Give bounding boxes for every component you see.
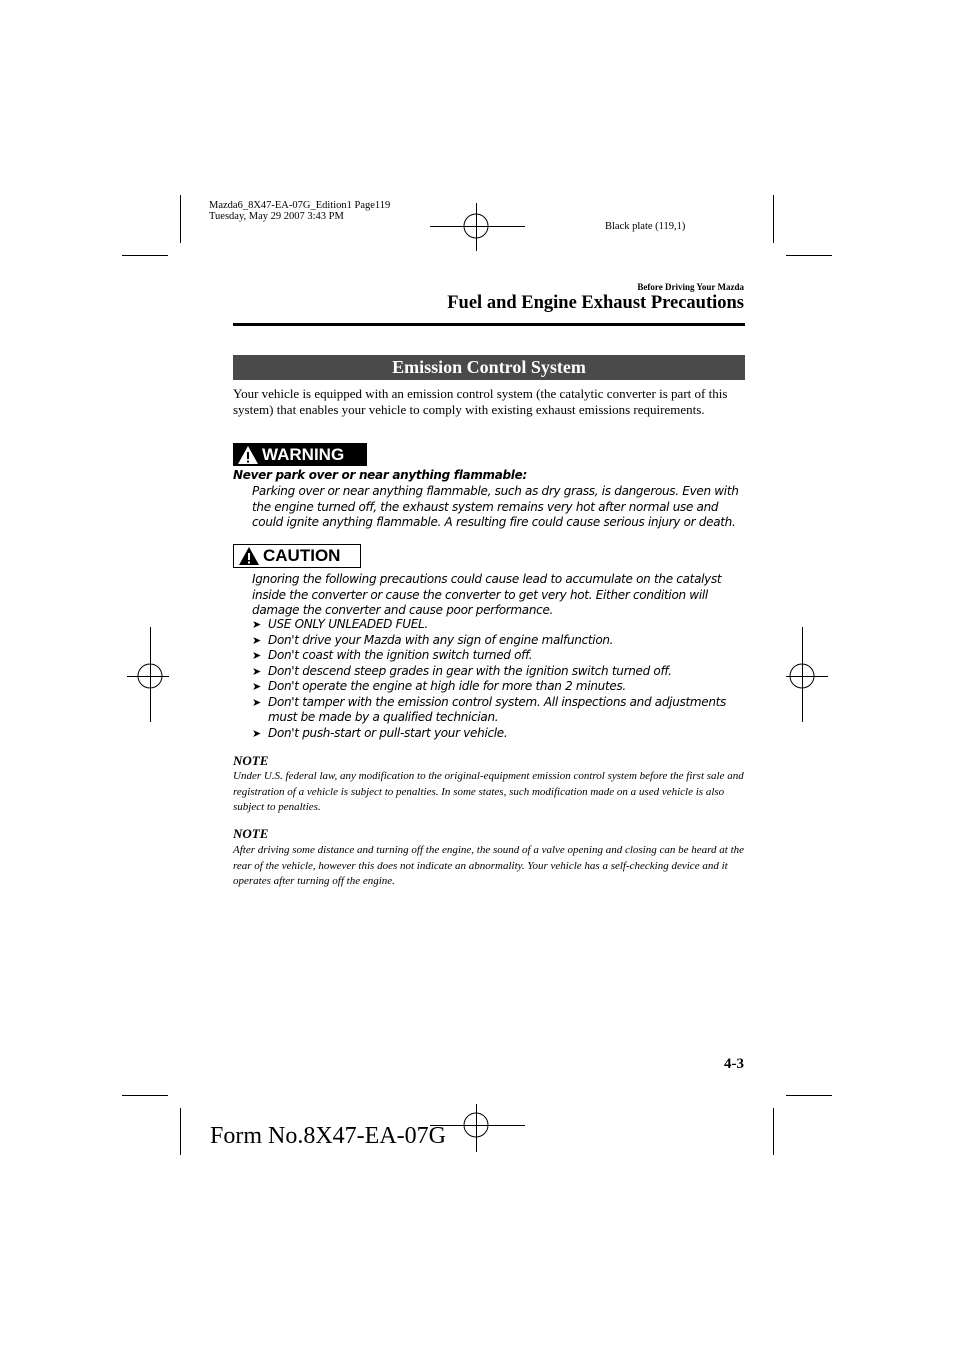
list-item: ➤ Don't tamper with the emission control system. All inspections and adjustments must be made by a qualified technician. [252, 694, 727, 724]
warning-body: Parking over or near anything flammable, such as dry grass, is dangerous. Even with the engine turned off, the exhaust system remains very hot after normal use and could ignite anything flammable. A resulting fire could cause serious injury or death. [252, 484, 739, 529]
arrow-bullet-icon: ➤ [252, 618, 261, 631]
list-item: ➤ Don't drive your Mazda with any sign of engine malfunction. [252, 632, 614, 647]
registration-circle-icon [462, 212, 490, 240]
list-item: ➤ Don't push-start or pull-start your vehicle. [252, 725, 508, 740]
warning-heading: Never park over or near anything flammable: [233, 468, 527, 482]
plate-label: Black plate (119,1) [605, 221, 686, 232]
registration-circle-icon [788, 662, 816, 690]
note-heading: NOTE [233, 753, 269, 768]
list-item: ➤ Don't operate the engine at high idle for more than 2 minutes. [252, 679, 626, 693]
arrow-bullet-icon: ➤ [252, 649, 261, 662]
arrow-bullet-icon: ➤ [252, 680, 261, 693]
note-heading: NOTE [233, 826, 269, 841]
caution-list [252, 617, 744, 741]
section-title: Fuel and Engine Exhaust Precautions [447, 293, 744, 313]
registration-circle-icon [136, 662, 164, 690]
caution-body: Ignoring the following precautions could cause lead to accumulate on the catalyst inside the converter or cause the converter to get very hot. Either condition will damage the converter and cause poor performance. [252, 572, 722, 617]
subsection-title: Emission Control System [233, 355, 745, 380]
arrow-bullet-icon: ➤ [252, 726, 261, 740]
slug-line-2: Tuesday, May 29 2007 3:43 PM [209, 211, 344, 222]
arrow-bullet-icon: ➤ [252, 695, 261, 709]
list-item: ➤ USE ONLY UNLEADED FUEL. [252, 617, 428, 631]
running-head: Before Driving Your Mazda [637, 282, 744, 292]
registration-circle-icon [462, 1111, 490, 1139]
note-text: Under U.S. federal law, any modification to the original-equipment emission control system before the first sale and registration of a vehicle is subject to penalties. In some states, such modification made on a used vehicle is also subject to penalties. [233, 770, 744, 813]
caution-label [233, 544, 361, 568]
note-text: After driving some distance and turning off the engine, the sound of a valve opening and closing can be heard at the rear of the vehicle, however this does not indicate an abnormality. Your vehicle has a self-checking device and it operates after turning off the engine. [233, 844, 745, 887]
list-item: ➤ Don't descend steep grades in gear with the ignition switch turned off. [252, 663, 672, 678]
title-rule [233, 323, 745, 326]
list-item: ➤ Don't coast with the ignition switch turned off. [252, 648, 533, 662]
caution-label-text: CAUTION [263, 546, 341, 565]
intro-paragraph: Your vehicle is equipped with an emission control system (the catalytic converter is part of this system) that enables your vehicle to comply with existing exhaust emissions requirements. [233, 386, 728, 417]
form-number: Form No.8X47-EA-07G [210, 1123, 446, 1149]
slug-line-1: Mazda6_8X47-EA-07G_Edition1 Page119 [209, 200, 391, 211]
warning-label [233, 443, 367, 466]
arrow-bullet-icon: ➤ [252, 664, 261, 678]
page-number: 4-3 [724, 1056, 744, 1072]
caution-triangle-icon [238, 546, 260, 566]
warning-triangle-icon [237, 445, 259, 465]
arrow-bullet-icon: ➤ [252, 633, 261, 647]
warning-label-text: WARNING [262, 444, 345, 464]
